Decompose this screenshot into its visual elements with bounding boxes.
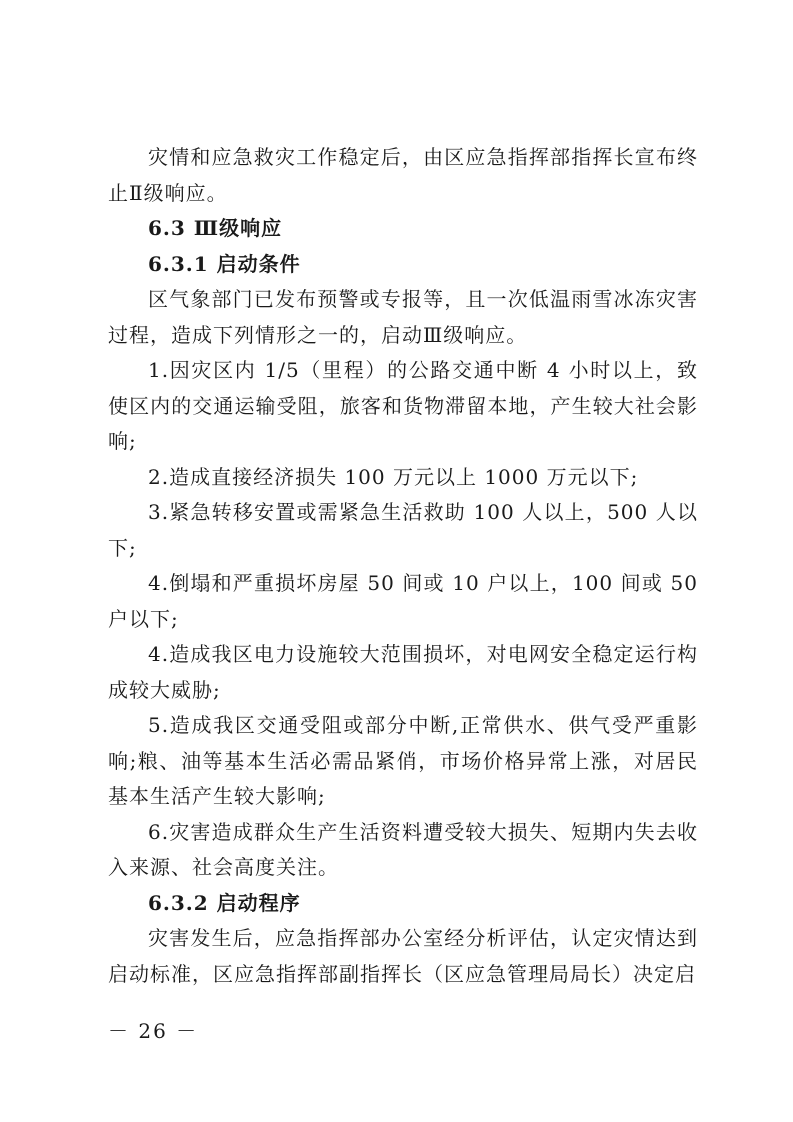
list-item: 5.造成我区交通受阻或部分中断,正常供水、供气受严重影响;粮、油等基本生活必需品紧俏，市场价格异常上涨，对居民基本生活产生较大影响; [108, 713, 698, 808]
list-item: 3.紧急转移安置或需紧急生活救助 100 人以上，500 人以下; [108, 500, 698, 560]
list-item: 2.造成直接经济损失 100 万元以上 1000 万元以下; [148, 464, 639, 489]
paragraph: 区气象部门已发布预警或专报等，且一次低温雨雪冰冻灾害过程，造成下列情形之一的，启动Ⅲ级响应。 [108, 287, 698, 347]
page-number: － 26 － [108, 1019, 199, 1043]
list-item: 4.倒塌和严重损坏房屋 50 间或 10 户以上，100 间或 50 户以下; [108, 571, 698, 631]
paragraph: 灾害发生后，应急指挥部办公室经分析评估，认定灾情达到启动标准，区应急指挥部副指挥长（区应急管理局局长）决定启 [108, 926, 698, 986]
paragraph: 灾情和应急救灾工作稳定后，由区应急指挥部指挥长宣布终止Ⅱ级响应。 [108, 145, 698, 205]
subsection-heading: 6.3.1 启动条件 [148, 251, 301, 276]
list-item: 6.灾害造成群众生产生活资料遭受较大损失、短期内失去收入来源、社会高度关注。 [108, 819, 698, 879]
list-item: 1.因灾区内 1/5（里程）的公路交通中断 4 小时以上，致使区内的交通运输受阻，旅客和货物滞留本地，产生较大社会影响; [108, 358, 698, 453]
list-item: 4.造成我区电力设施较大范围损坏，对电网安全稳定运行构成较大威胁; [108, 642, 698, 702]
subsection-heading: 6.3.2 启动程序 [148, 890, 301, 915]
document-body [108, 140, 698, 992]
section-heading: 6.3 Ⅲ级响应 [148, 216, 283, 240]
